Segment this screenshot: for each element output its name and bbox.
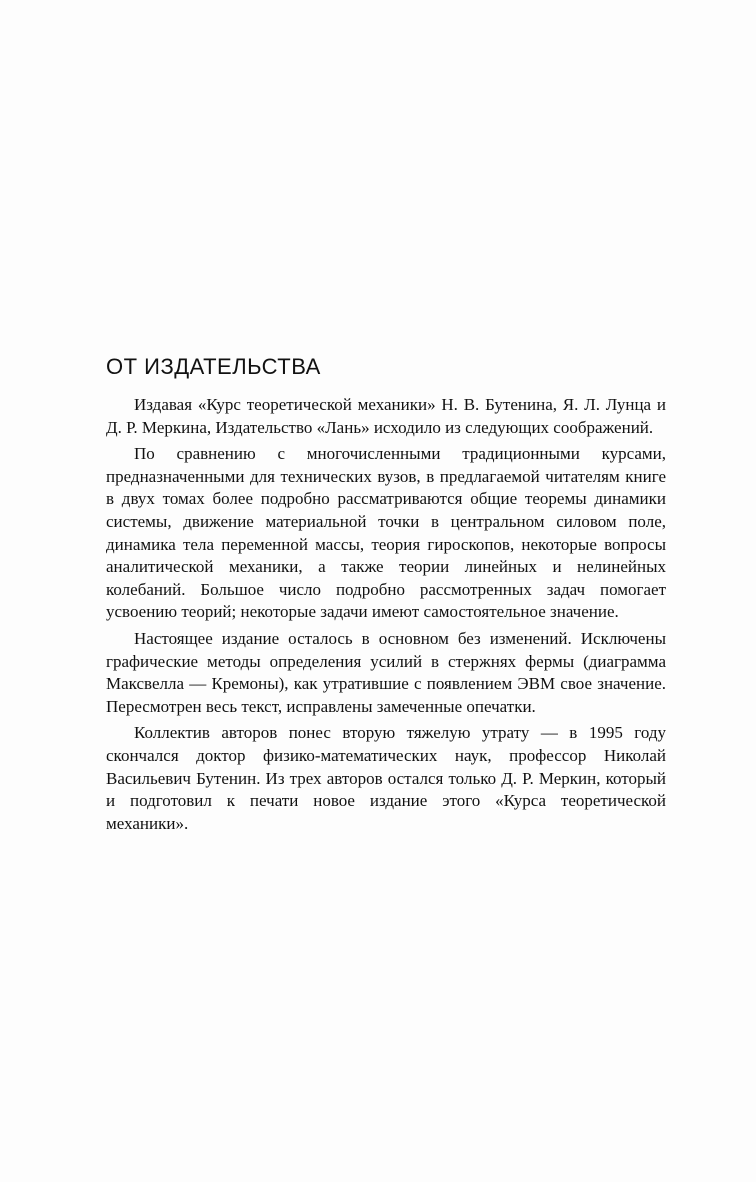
paragraph-4: Коллектив авторов понес вторую тяжелую утрату — в 1995 году скончался доктор физико-математических наук, профессор Николай Васильевич Бутенин. Из трех авторов остался только Д. Р. Меркин, который и подготовил к печати новое издание этого «Курса теоретической механики». (106, 723, 666, 833)
paragraph-3: Настоящее издание осталось в основном без изменений. Исключены графические методы определения усилий в стержнях фермы (диаграмма Максвелла — Кремоны), как утратившие с появлением ЭВМ свое значение. Пересмотрен весь текст, исправлены замеченные опечатки. (106, 628, 666, 716)
paragraph-2: По сравнению с многочисленными традиционными курсами, предназначенными для технических вузов, в предлагаемой читателям книге в двух томах более подробно рассматриваются общие теоремы динамики системы, движение материальной точки в центральном силовом поле, динамика тела переменной массы, теория гироскопов, некоторые вопросы аналитической механики, а также теории линейных и нелинейных колебаний. Большое число подробно рассмотренных задач помогает усвоению теорий; некоторые задачи имеют самостоятельное значение. (106, 444, 666, 622)
page-heading: ОТ ИЗДАТЕЛЬСТВА (106, 354, 321, 379)
text-block (106, 352, 666, 839)
paragraph-1: Издавая «Курс теоретической механики» Н. В. Бутенина, Я. Л. Лунца и Д. Р. Меркина, Издательство «Лань» исходило из следующих соображений. (106, 395, 666, 437)
